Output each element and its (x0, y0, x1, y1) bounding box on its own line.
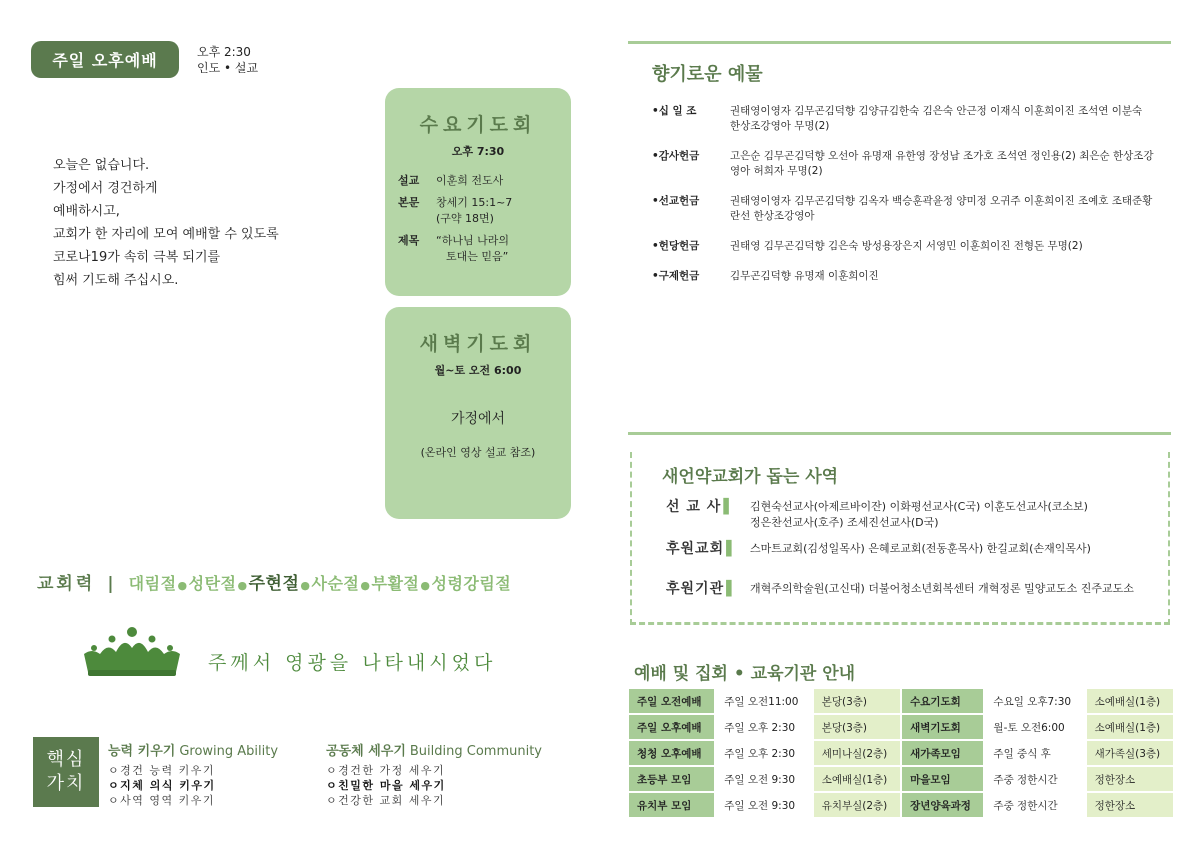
schedule-cell: 소예배실(1층) (1087, 689, 1173, 713)
schedule-program: 주일 오전예배 (629, 689, 714, 713)
season-item-current: 주현절 (248, 574, 300, 594)
sunday-pm-badge: 주일 오후예배 (31, 41, 179, 78)
calendar-label: 교회력 (37, 574, 96, 594)
schedule-program: 마을모임 (902, 767, 983, 791)
wednesday-row: 설교 이훈희 전도사 (398, 174, 504, 187)
season-item: 대림절 (128, 574, 177, 593)
season-item: 성령강림절 (431, 574, 512, 593)
schedule-row (629, 767, 1173, 791)
schedule-cell: 소예배실(1층) (1087, 715, 1173, 739)
schedule-cell: 새가족실(3층) (1087, 741, 1173, 765)
schedule-cell: 주일 오전11:00 (716, 689, 811, 713)
season-item: 사순절 (311, 574, 360, 593)
schedule-cell: 주일 오후 2:30 (716, 715, 811, 739)
schedule-program: 수요기도회 (902, 689, 983, 713)
core-col-title: 공동체 세우기 Building Community (326, 744, 542, 759)
core-item: ㅇ경건한 가정 세우기 (326, 764, 446, 777)
schedule-cell: 월-토 오전6:00 (985, 715, 1084, 739)
wednesday-title: 수요기도회 (419, 114, 537, 136)
dawn-note: (온라인 영상 설교 참조) (420, 446, 536, 459)
core-item: ㅇ지체 의식 키우기 (108, 779, 216, 792)
mission-row: 후원교회 ▌ 스마트교회(김성일목사) 은혜로교회(전동훈목사) 한길교회(손재익목사) (666, 541, 1091, 557)
core-item: ㅇ건강한 교회 세우기 (326, 794, 446, 807)
core-item: ㅇ친밀한 마을 세우기 (326, 779, 446, 792)
schedule-table (627, 687, 1175, 819)
mission-title: 새언약교회가 돕는 사역 (662, 467, 839, 487)
church-calendar: 교회력 | 대림절●성탄절●주현절●사순절●부활절●성령강림절 (37, 574, 512, 594)
wednesday-row: 토대는 믿음” (446, 250, 509, 263)
core-box-line: 핵심 (46, 749, 86, 770)
schedule-row (629, 715, 1173, 739)
crown-icon (82, 626, 182, 678)
wednesday-row: 제목 “하나님 나라의 (398, 234, 509, 247)
schedule-title: 예배 및 집회 • 교육기관 안내 (634, 664, 856, 684)
schedule-cell: 정한장소 (1087, 793, 1173, 817)
season-item: 성탄절 (188, 574, 237, 593)
core-col-title: 능력 키우기 Growing Ability (108, 744, 279, 759)
offerings-list (652, 104, 1155, 284)
wednesday-row: (구약 18면) (436, 212, 494, 225)
core-col-ability (108, 740, 278, 808)
schedule-cell: 주중 정한시간 (985, 793, 1084, 817)
sunday-pm-leader: 인도 • 설교 (197, 61, 259, 75)
schedule-program: 주일 오후예배 (629, 715, 714, 739)
schedule-cell: 정한장소 (1087, 767, 1173, 791)
schedule-cell: 주일 오전 9:30 (716, 793, 811, 817)
dawn-title: 새벽기도회 (419, 333, 537, 355)
season-item: 부활절 (371, 574, 420, 593)
schedule-cell: 소예배실(1층) (814, 767, 900, 791)
core-col-community (326, 740, 542, 808)
wednesday-card (385, 88, 571, 296)
offering-row: •구제헌금 김무곤김덕향 유명재 이훈희이진 (652, 270, 879, 282)
offering-row: •헌당헌금 권태영 김무곤김덕향 김은숙 방성용장은지 서영민 이훈희이진 전형돈 무명(2) (652, 240, 1083, 252)
notice-line: 힘써 기도해 주십시오. (53, 273, 179, 288)
notice-text (53, 154, 279, 292)
sunday-pm-time: 오후 2:30 (197, 45, 251, 59)
schedule-cell: 세미나실(2층) (814, 741, 900, 765)
core-item: ㅇ사역 영역 키우기 (108, 794, 216, 807)
dawn-card (385, 307, 571, 519)
notice-line: 가정에서 경건하게 (53, 181, 158, 196)
schedule-row (629, 793, 1173, 817)
notice-line: 코로나19가 속히 극복 되기를 (53, 250, 221, 265)
core-box-line: 가치 (46, 773, 86, 794)
wednesday-time: 오후 7:30 (451, 145, 505, 158)
schedule-program: 유치부 모임 (629, 793, 714, 817)
schedule-row (629, 689, 1173, 713)
offerings-title: 향기로운 예물 (652, 64, 763, 85)
core-item: ㅇ경건 능력 키우기 (108, 764, 216, 777)
schedule-cell: 주일 오전 9:30 (716, 767, 811, 791)
core-values-box (33, 737, 99, 807)
schedule-program: 새벽기도회 (902, 715, 983, 739)
schedule-cell: 본당(3층) (814, 689, 900, 713)
sunday-pm-info (197, 44, 258, 76)
offering-row: •선교헌금 권태영이영자 김무곤김덕향 김옥자 백승훈곽윤정 양미정 오귀주 이훈희이진 조예호 조태준황란선 한상조강영아 (652, 195, 1153, 222)
notice-line: 예배하시고, (53, 204, 120, 219)
mission-box (630, 452, 1170, 625)
schedule-program: 초등부 모임 (629, 767, 714, 791)
wednesday-row: 본문 창세기 15:1~7 (398, 196, 513, 209)
offering-row: •십 일 조 권태영이영자 김무곤김덕향 김양규김한숙 김은숙 안근정 이재식 이훈희이진 조석연 이분숙 한상조강영아 무명(2) (652, 105, 1143, 132)
calendar-bar: | (107, 574, 117, 594)
notice-line: 오늘은 없습니다. (53, 158, 150, 173)
glory-text: 주께서 영광을 나타내시었다 (208, 652, 497, 674)
schedule-cell: 주일 중식 후 (985, 741, 1084, 765)
schedule-program: 새가족모임 (902, 741, 983, 765)
mission-top-rule (628, 432, 1171, 435)
dawn-place: 가정에서 (450, 411, 506, 427)
dawn-time: 월~토 오전 6:00 (434, 364, 522, 377)
offerings-top-rule (628, 41, 1171, 44)
schedule-cell: 본당(3층) (814, 715, 900, 739)
schedule-row (629, 741, 1173, 765)
schedule-cell: 수요일 오후7:30 (985, 689, 1084, 713)
schedule-cell: 유치부실(2층) (814, 793, 900, 817)
notice-line: 교회가 한 자리에 모여 예배할 수 있도록 (53, 227, 279, 242)
offering-row: •감사헌금 고은순 김무곤김덕향 오선아 유명재 유한영 장성남 조가호 조석연 정인용(2) 최은순 한상조강영아 허희자 무명(2) (652, 150, 1154, 177)
schedule-program: 장년양육과정 (902, 793, 983, 817)
mission-row: 선 교 사 ▌ 김현숙선교사(아제르바이잔) 이화평선교사(C국) 이훈도선교사(코소보) 정은찬선교사(호주) 조세진선교사(D국) (666, 499, 1088, 529)
schedule-cell: 주중 정한시간 (985, 767, 1084, 791)
mission-row: 후원기관 ▌ 개혁주의학술원(고신대) 더불어청소년회복센터 개혁정론 밀양교도소 진주교도소 (666, 581, 1134, 597)
schedule-cell: 주일 오후 2:30 (716, 741, 811, 765)
schedule-program: 청청 오후예배 (629, 741, 714, 765)
